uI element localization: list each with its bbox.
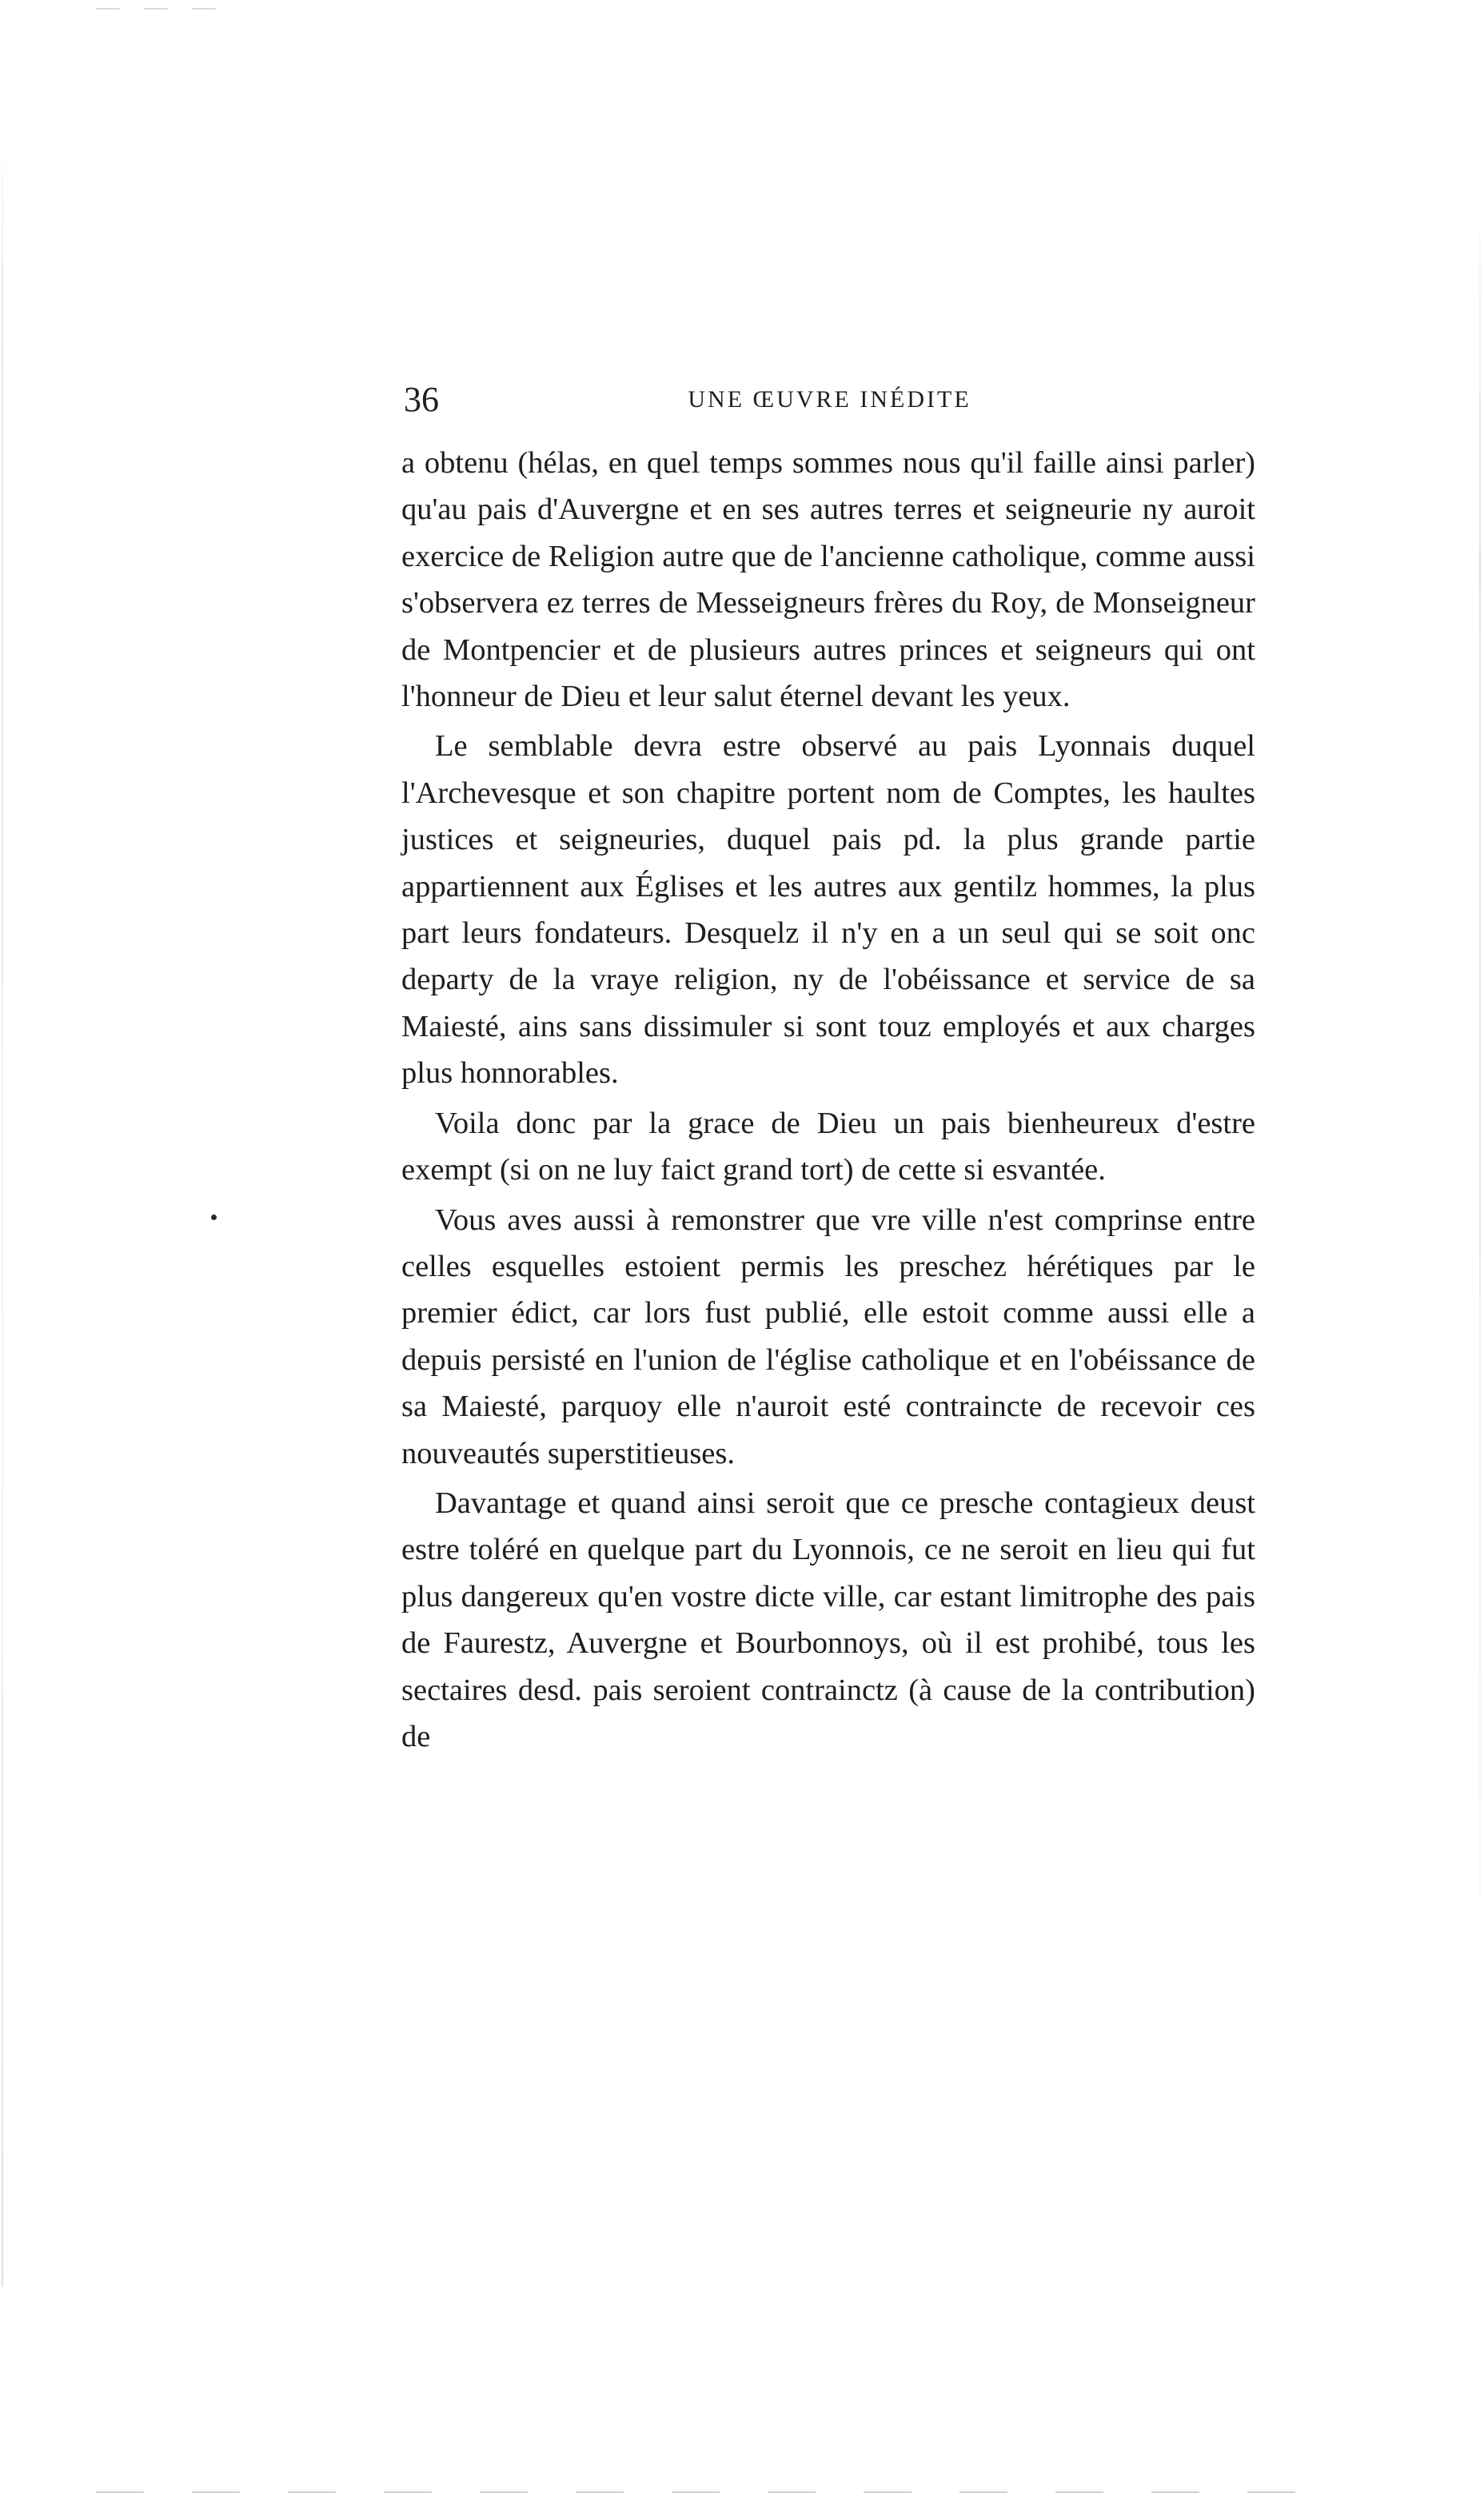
page-number: 36 bbox=[404, 380, 439, 419]
ink-speck bbox=[211, 1215, 217, 1220]
scan-edge-left bbox=[2, 128, 3, 2287]
scan-edge-bottom bbox=[96, 2491, 1343, 2493]
body-text bbox=[401, 440, 1255, 1763]
paragraph-5: Davantage et quand ainsi seroit que ce presche contagieux deust estre toléré en quelque part du Lyonnois, ce ne seroit en lieu qui fut plus dangereux qu'en vostre dicte ville, car estant limitrophe des pais de Faurestz, Auvergne et Bourbonnoys, où il est prohibé, tous les sectaires desd. pais seroient contrainctz (à cause de la contribution) de bbox=[401, 1486, 1255, 1753]
paragraph-2: Le semblable devra estre observé au pais Lyonnais duquel l'Archevesque et son chapitre portent nom de Comptes, les haultes justices et seigneuries, duquel pais pd. la plus grande partie appartiennent aux Églises et les autres aux gentilz hommes, la plus part leurs fondateurs. Desquelz il n'y en a un seul qui se soit onc departy de la vraye religion, ny de l'obéissance et service de sa Maiesté, ains sans dissimuler si sont touz employés et aux charges plus honnorables. bbox=[401, 729, 1255, 1091]
paragraph-3: Voila donc par la grace de Dieu un pais bienheureux d'estre exempt (si on ne luy faict grand tort) de cette si esvantée. bbox=[401, 1106, 1255, 1187]
scan-edge-right bbox=[1479, 160, 1481, 2159]
running-header bbox=[404, 376, 1255, 424]
paragraph-4: Vous aves aussi à remonstrer que vre ville n'est comprinse entre celles esquelles estoient permis les preschez hérétiques par le premier édict, car lors fust publié, elle estoit comme aussi elle a depuis persisté en l'union de l'église catholique et en l'obéissance de sa Maiesté, parquoy elle n'auroit esté contraincte de recevoir ces nouveautés superstitieuses. bbox=[401, 1203, 1255, 1470]
running-title: UNE ŒUVRE INÉDITE bbox=[688, 386, 971, 413]
scan-edge-top bbox=[96, 8, 240, 10]
paragraph-1: a obtenu (hélas, en quel temps sommes nous qu'il faille ainsi parler) qu'au pais d'Auvergne et en ses autres terres et seigneurie ny auroit exercice de Religion autre que de l'ancienne catholique, comme aussi s'observera ez terres de Messeigneurs frères du Roy, de Monseigneur de Montpencier et de plusieurs autres princes et seigneurs qui ont l'honneur de Dieu et leur salut éternel devant les yeux. bbox=[401, 446, 1255, 714]
